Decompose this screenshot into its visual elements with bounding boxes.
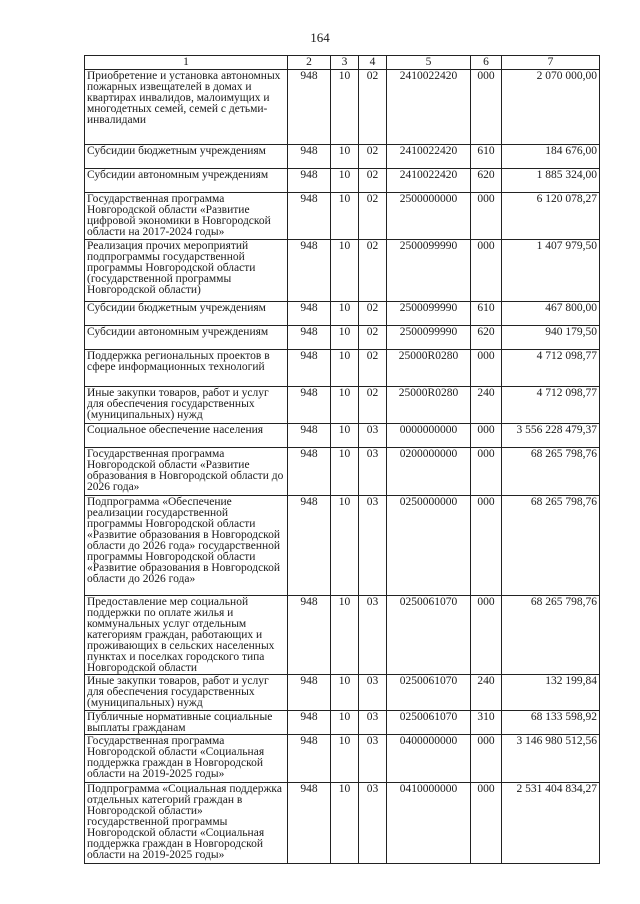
amount-cell: 132 199,84 — [502, 675, 600, 711]
subsection-code-cell: 02 — [359, 387, 387, 424]
grbs-code-cell: 948 — [288, 711, 331, 735]
target-article-cell: 0250061070 — [387, 711, 471, 735]
table-row — [85, 387, 600, 424]
grbs-code-cell: 948 — [288, 302, 331, 326]
row-name-cell: Подпрограмма «Социальная поддержка отдельных категорий граждан в Новгородской области» государственной программы Новгородской области «Социальная поддержка граждан в Новгородской области на 2019-2025 годы» — [85, 783, 288, 864]
table-row — [85, 424, 600, 448]
expense-type-cell: 310 — [471, 711, 502, 735]
amount-cell: 184 676,00 — [502, 145, 600, 169]
subsection-code-cell: 03 — [359, 783, 387, 864]
expense-type-cell: 240 — [471, 675, 502, 711]
subsection-code-cell: 03 — [359, 675, 387, 711]
grbs-code-cell: 948 — [288, 70, 331, 145]
row-name-cell: Субсидии автономным учреждениям — [85, 326, 288, 350]
subsection-code-cell: 02 — [359, 145, 387, 169]
subsection-code-cell: 02 — [359, 302, 387, 326]
budget-table — [84, 55, 600, 864]
row-name-cell: Социальное обеспечение населения — [85, 424, 288, 448]
subsection-code-cell: 03 — [359, 448, 387, 496]
amount-cell: 2 531 404 834,27 — [502, 783, 600, 864]
column-header: 1 — [85, 56, 288, 70]
expense-type-cell: 620 — [471, 326, 502, 350]
target-article-cell: 2410022420 — [387, 70, 471, 145]
expense-type-cell: 240 — [471, 387, 502, 424]
column-header: 7 — [502, 56, 600, 70]
expense-type-cell: 000 — [471, 240, 502, 302]
table-row — [85, 448, 600, 496]
target-article-cell: 2410022420 — [387, 169, 471, 193]
section-code-cell: 10 — [331, 735, 359, 783]
grbs-code-cell: 948 — [288, 448, 331, 496]
table-row — [85, 783, 600, 864]
table-row — [85, 240, 600, 302]
section-code-cell: 10 — [331, 424, 359, 448]
expense-type-cell: 000 — [471, 496, 502, 596]
row-name-cell: Реализация прочих мероприятий подпрограммы государственной программы Новгородской области (государственной программы Новгородской области) — [85, 240, 288, 302]
target-article-cell: 25000R0280 — [387, 350, 471, 387]
section-code-cell: 10 — [331, 675, 359, 711]
grbs-code-cell: 948 — [288, 496, 331, 596]
amount-cell: 1 885 324,00 — [502, 169, 600, 193]
grbs-code-cell: 948 — [288, 735, 331, 783]
table-row — [85, 350, 600, 387]
subsection-code-cell: 02 — [359, 169, 387, 193]
grbs-code-cell: 948 — [288, 675, 331, 711]
subsection-code-cell: 02 — [359, 70, 387, 145]
expense-type-cell: 000 — [471, 424, 502, 448]
grbs-code-cell: 948 — [288, 145, 331, 169]
section-code-cell: 10 — [331, 145, 359, 169]
expense-type-cell: 000 — [471, 70, 502, 145]
target-article-cell: 0000000000 — [387, 424, 471, 448]
amount-cell: 2 070 000,00 — [502, 70, 600, 145]
target-article-cell: 25000R0280 — [387, 387, 471, 424]
subsection-code-cell: 03 — [359, 711, 387, 735]
grbs-code-cell: 948 — [288, 169, 331, 193]
row-name-cell: Иные закупки товаров, работ и услуг для обеспечения государственных (муниципальных) нужд — [85, 387, 288, 424]
row-name-cell: Государственная программа Новгородской области «Социальная поддержка граждан в Новгородской области на 2019-2025 годы» — [85, 735, 288, 783]
grbs-code-cell: 948 — [288, 424, 331, 448]
target-article-cell: 2410022420 — [387, 145, 471, 169]
column-header: 5 — [387, 56, 471, 70]
grbs-code-cell: 948 — [288, 596, 331, 675]
table-row — [85, 675, 600, 711]
table-row — [85, 596, 600, 675]
amount-cell: 3 556 228 479,37 — [502, 424, 600, 448]
amount-cell: 3 146 980 512,56 — [502, 735, 600, 783]
row-name-cell: Государственная программа Новгородской области «Развитие цифровой экономики в Новгородской области на 2017-2024 годы» — [85, 193, 288, 240]
section-code-cell: 10 — [331, 496, 359, 596]
table-row — [85, 326, 600, 350]
table-body — [85, 70, 600, 864]
table-row — [85, 193, 600, 240]
subsection-code-cell: 03 — [359, 496, 387, 596]
column-header: 6 — [471, 56, 502, 70]
table-row — [85, 735, 600, 783]
subsection-code-cell: 02 — [359, 193, 387, 240]
row-name-cell: Поддержка региональных проектов в сфере информационных технологий — [85, 350, 288, 387]
table-row — [85, 302, 600, 326]
amount-cell: 4 712 098,77 — [502, 387, 600, 424]
section-code-cell: 10 — [331, 350, 359, 387]
target-article-cell: 0250061070 — [387, 596, 471, 675]
expense-type-cell: 000 — [471, 193, 502, 240]
grbs-code-cell: 948 — [288, 240, 331, 302]
subsection-code-cell: 02 — [359, 350, 387, 387]
subsection-code-cell: 02 — [359, 326, 387, 350]
target-article-cell: 0400000000 — [387, 735, 471, 783]
row-name-cell: Предоставление мер социальной поддержки по оплате жилья и коммунальных услуг отдельным категориям граждан, работающих и проживающих в сельских населенных пунктах и поселках городского типа Новгородской области — [85, 596, 288, 675]
table-row — [85, 145, 600, 169]
amount-cell: 68 265 798,76 — [502, 496, 600, 596]
amount-cell: 6 120 078,27 — [502, 193, 600, 240]
table-row — [85, 711, 600, 735]
section-code-cell: 10 — [331, 448, 359, 496]
column-header: 4 — [359, 56, 387, 70]
section-code-cell: 10 — [331, 783, 359, 864]
column-number-row — [85, 56, 600, 70]
row-name-cell: Субсидии бюджетным учреждениям — [85, 145, 288, 169]
table-row — [85, 70, 600, 145]
target-article-cell: 0410000000 — [387, 783, 471, 864]
section-code-cell: 10 — [331, 240, 359, 302]
target-article-cell: 0200000000 — [387, 448, 471, 496]
section-code-cell: 10 — [331, 302, 359, 326]
row-name-cell: Государственная программа Новгородской области «Развитие образования в Новгородской области до 2026 года» — [85, 448, 288, 496]
target-article-cell: 2500099990 — [387, 326, 471, 350]
target-article-cell: 0250000000 — [387, 496, 471, 596]
expense-type-cell: 610 — [471, 145, 502, 169]
grbs-code-cell: 948 — [288, 326, 331, 350]
target-article-cell: 0250061070 — [387, 675, 471, 711]
expense-type-cell: 000 — [471, 448, 502, 496]
column-header: 2 — [288, 56, 331, 70]
section-code-cell: 10 — [331, 711, 359, 735]
column-header: 3 — [331, 56, 359, 70]
section-code-cell: 10 — [331, 169, 359, 193]
expense-type-cell: 000 — [471, 596, 502, 675]
grbs-code-cell: 948 — [288, 193, 331, 240]
row-name-cell: Иные закупки товаров, работ и услуг для обеспечения государственных (муниципальных) нужд — [85, 675, 288, 711]
target-article-cell: 2500099990 — [387, 302, 471, 326]
amount-cell: 68 265 798,76 — [502, 596, 600, 675]
subsection-code-cell: 03 — [359, 424, 387, 448]
expense-type-cell: 610 — [471, 302, 502, 326]
grbs-code-cell: 948 — [288, 350, 331, 387]
subsection-code-cell: 03 — [359, 735, 387, 783]
row-name-cell: Подпрограмма «Обеспечение реализации государственной программы Новгородской области «Развитие образования в Новгородской области до 2026 года» государственной программы Новгородской области «Развитие образования в Новгородской области до 2026 года» — [85, 496, 288, 596]
table-row — [85, 169, 600, 193]
expense-type-cell: 000 — [471, 735, 502, 783]
amount-cell: 68 265 798,76 — [502, 448, 600, 496]
grbs-code-cell: 948 — [288, 387, 331, 424]
subsection-code-cell: 03 — [359, 596, 387, 675]
expense-type-cell: 000 — [471, 350, 502, 387]
row-name-cell: Публичные нормативные социальные выплаты гражданам — [85, 711, 288, 735]
section-code-cell: 10 — [331, 70, 359, 145]
target-article-cell: 2500099990 — [387, 240, 471, 302]
expense-type-cell: 620 — [471, 169, 502, 193]
subsection-code-cell: 02 — [359, 240, 387, 302]
amount-cell: 940 179,50 — [502, 326, 600, 350]
page-number: 164 — [310, 30, 330, 45]
section-code-cell: 10 — [331, 596, 359, 675]
section-code-cell: 10 — [331, 326, 359, 350]
row-name-cell: Субсидии бюджетным учреждениям — [85, 302, 288, 326]
row-name-cell: Приобретение и установка автономных пожарных извещателей в домах и квартирах инвалидов, малоимущих и многодетных семей, семей с детьми-инвалидами — [85, 70, 288, 145]
amount-cell: 1 407 979,50 — [502, 240, 600, 302]
amount-cell: 68 133 598,92 — [502, 711, 600, 735]
row-name-cell: Субсидии автономным учреждениям — [85, 169, 288, 193]
section-code-cell: 10 — [331, 387, 359, 424]
expense-type-cell: 000 — [471, 783, 502, 864]
target-article-cell: 2500000000 — [387, 193, 471, 240]
section-code-cell: 10 — [331, 193, 359, 240]
amount-cell: 4 712 098,77 — [502, 350, 600, 387]
amount-cell: 467 800,00 — [502, 302, 600, 326]
grbs-code-cell: 948 — [288, 783, 331, 864]
table-row — [85, 496, 600, 596]
